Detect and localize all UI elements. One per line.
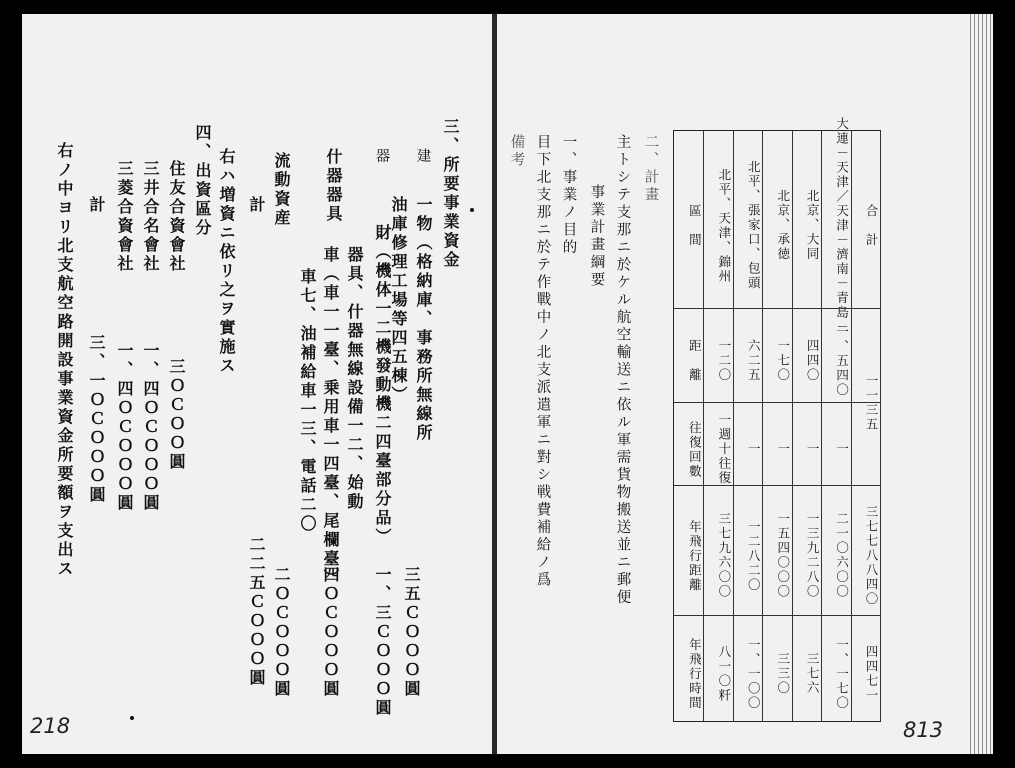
table-cell: 三七七八八四〇 <box>863 505 879 607</box>
table-cell: 往復回數 <box>687 420 703 479</box>
table-cell: 三七九六〇〇 <box>716 512 732 600</box>
table-cell: 八一〇粁 <box>716 644 732 703</box>
main-purpose-text: 主トシテ支那ニ於ケル航空輸送ニ依ル軍需貨物搬送並ニ郵便 <box>614 134 631 607</box>
table-cell: 一、五四〇 <box>834 324 850 398</box>
equipment-line1: 財（機体一二機發動機二四臺部分品） <box>373 224 392 547</box>
current-assets-amount: 二ＯＣＯＯＯ圓 <box>272 566 291 699</box>
current-assets-label: 流動資産 <box>272 152 291 228</box>
fixtures-line1: 器具、什器無線設備一二、始動 <box>345 246 364 512</box>
table-cell: 北京、承徳 <box>775 189 791 262</box>
page-edges <box>967 14 993 754</box>
table-column <box>821 116 851 721</box>
handwritten-number: 813 <box>903 718 944 742</box>
invest-total-label: 計 <box>87 196 106 215</box>
construction-amount: 三五ＣＯＯＯ圓 <box>402 566 421 699</box>
table-cell: 二一〇六〇〇 <box>834 512 850 600</box>
table-cell: 六二五 <box>746 339 762 383</box>
ink-dot <box>470 208 474 212</box>
business-outline: 事業計畫綱要 <box>588 184 605 289</box>
heading-funds: 三、所要事業資金 <box>441 118 460 270</box>
left-page <box>22 14 492 754</box>
construction-label: 建 <box>414 148 431 166</box>
table-total-column <box>851 131 881 721</box>
table-cell: 一 <box>834 442 850 457</box>
mitsui-label: 三井合名會社 <box>141 160 160 274</box>
flight-route-table <box>673 116 881 722</box>
table-cell: 北京、大同 <box>805 189 821 262</box>
table-column <box>733 131 763 721</box>
mitsubishi-label: 三菱合資會社 <box>115 160 134 274</box>
table-cell: 年飛行時間 <box>687 637 703 711</box>
total-label: 計 <box>247 196 266 215</box>
table-rule <box>674 615 880 616</box>
table-cell: 一二八二〇 <box>746 519 762 593</box>
construction-line2: 油庫修理工場等四五棟） <box>389 196 408 405</box>
fixtures-label: 什器器具 <box>324 148 343 224</box>
closing-note: 右ノ中ヨリ北支航空路開設事業資金所要額ヲ支出ス <box>55 142 74 579</box>
table-cell: 一 <box>805 442 821 457</box>
table-cell: 區 間 <box>687 203 703 248</box>
table-cell: 一 <box>775 442 791 457</box>
table-cell: 一三九二八〇 <box>805 512 821 600</box>
flight-purpose-heading: 一、事業ノ目的 <box>560 134 577 257</box>
table-column <box>703 131 733 721</box>
remark: 備考 <box>508 134 525 169</box>
fixtures-line2: 車（車一一臺、乗用車一四臺、尾欄臺） <box>321 246 340 588</box>
table-cell: 一、一〇〇 <box>746 637 762 711</box>
table-column <box>792 131 822 721</box>
page-number: 218 <box>30 714 71 738</box>
table-cell: 一二〇 <box>716 339 732 383</box>
construction-line1: 一物（格納庫、事務所無線所 <box>414 196 433 443</box>
table-cell: 三七六 <box>805 652 821 696</box>
table-cell: 一週十往復 <box>716 413 732 486</box>
table-column <box>762 131 792 721</box>
table-cell: 四四七一 <box>863 644 879 703</box>
table-column <box>674 131 704 721</box>
invest-total-amount: 三、一ＯＣＯＯＯ圓 <box>87 334 106 505</box>
table-cell: 北平、天津、錦州 <box>716 167 732 284</box>
sumitomo-label: 住友合資會社 <box>167 160 186 274</box>
table-cell: 一 <box>746 442 762 457</box>
purpose-text: 目下北支那ニ於テ作戰中ノ北支派遣軍ニ對シ戦費補給ノ爲 <box>534 134 551 589</box>
mitsubishi-amount: 一、四ＯＣＯＯＯ圓 <box>115 342 134 513</box>
table-cell: 一、一七〇 <box>834 637 850 711</box>
table-cell: 四四〇 <box>805 339 821 383</box>
table-cell: 年飛行距離 <box>687 519 703 593</box>
fixtures-line3: 車七、油補給車一三、電話二〇 <box>298 268 317 534</box>
implement-note: 右ハ増資ニ依リ之ヲ實施ス <box>217 148 236 376</box>
mitsui-amount: 一、四ＯＣＯＯＯ圓 <box>141 342 160 513</box>
table-cell: 距 離 <box>687 339 703 383</box>
fixtures-amount: 四ＯＣＯＯＯ圓 <box>321 566 340 699</box>
right-page <box>497 14 967 754</box>
table-cell: 一七〇 <box>775 339 791 383</box>
ink-dot <box>130 716 134 720</box>
table-cell: 一一三五 <box>863 373 879 432</box>
investment-heading: 四、出資區分 <box>193 124 212 238</box>
table-cell: 三三〇 <box>775 652 791 696</box>
table-cell: 北平、張家口、包頭 <box>746 160 762 291</box>
table-rule <box>674 402 880 403</box>
total-amount: 二二五ＣＯＯＯ圓 <box>247 536 266 688</box>
equipment-amount: 一、三ＣＯＯＯ圓 <box>373 566 392 718</box>
table-rule <box>674 485 880 486</box>
table-rule <box>674 308 880 309</box>
table-cell: 一五四〇〇〇 <box>775 512 791 600</box>
equipment-label: 器 <box>373 148 390 166</box>
table-cell: 大連－天津／天津－濟南－青島－ <box>834 116 850 335</box>
sumitomo-amount: 三ＯＣＯＯ圓 <box>167 358 186 472</box>
table-cell: 合 計 <box>863 203 879 248</box>
section2-heading: 二、計畫 <box>642 134 659 204</box>
